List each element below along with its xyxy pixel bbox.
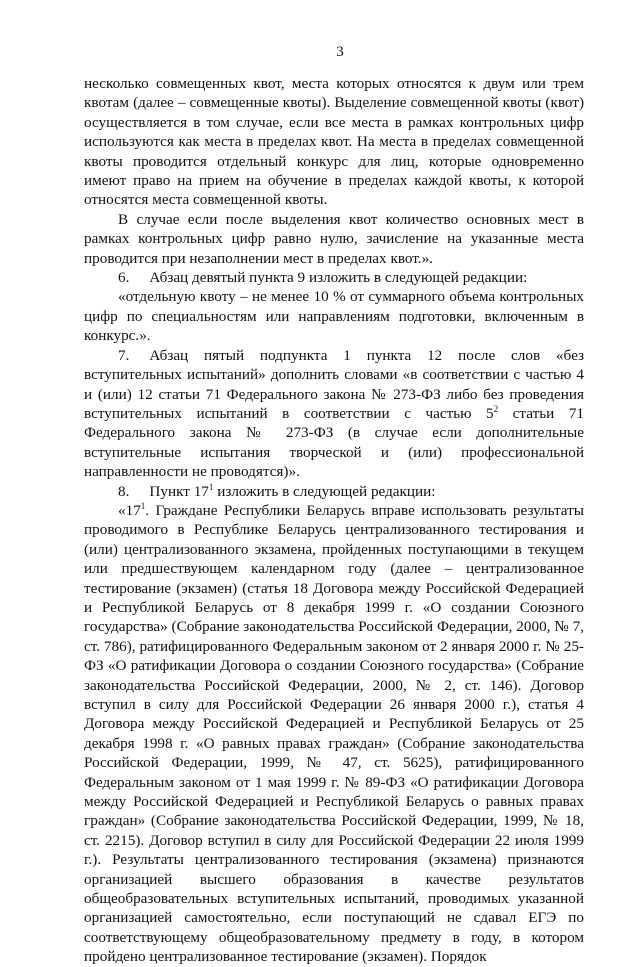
paragraph-text: . Граждане Республики Беларусь вправе использовать результаты проводимого в Республике Беларусь централизованного тестирования и (или) централизованного экзамена, пройденных поступающими в текущем или предшествующем календарном году (далее – централизованное тестирование (экзамен) (статья 18 Договора между Российской Федерацией и Республикой Беларусь от 8 декабря 1999 г. «О создании Союзного государства» (Собрание законодательства Российской Федерации, 2000, № 7, ст. 786), ратифицированного Федеральным законом от 2 января 2000 г. № 25-ФЗ «О ратификации Договора о создании Союзного государства» (Собрание законодательства Российской Федерации, 2000, № 2, ст. 146). Договор вступил в силу для Российской Федерации 26 января 2000 г.), статья 4 Договора между Российской Федерацией и Республикой Беларусь от 25 декабря 1998 г. «О равных правах граждан» (Собрание законодательства Российской Федерации, 1999, № 47, ст. 5625), ратифицированного Федеральным законом от 1 мая 1999 г. № 89-ФЗ «О ратификации Договора между Российской Федерацией и Республикой Беларусь о равных правах граждан» (Собрание законодательства Российской Федерации, 1999, № 18, ст. 2215). Договор вступил в силу для Российской Федерации 22 июля 1999 г.). Результаты централизованного тестирования (экзамена) признаются организацией высшего образования в качестве результатов общеобразовательных вступительных испытаний, проводимых указанной организацией самостоятельно, если поступающий не сдавал ЕГЭ по соответствующему общеобразовательному предмету в году, в котором пройдено централизованное тестирование (экзамен). Порядок	[84, 501, 584, 966]
item-number: 6.	[118, 269, 130, 287]
superscript: 2	[493, 403, 499, 414]
page-number: 3	[336, 44, 344, 60]
paragraph-item-8	[84, 482, 584, 501]
paragraph-item-6	[84, 268, 584, 287]
paragraph-text: «отдельную квоту – не менее 10 % от суммарного объема контрольных цифр по специальностям или направлениям подготовки, включенным в конкурс.».	[84, 288, 584, 345]
paragraph-text: Пункт 17	[149, 482, 209, 500]
superscript: 1	[208, 481, 214, 492]
paragraph-text: Абзац девятый пункта 9 изложить в следующей редакции:	[149, 269, 528, 287]
paragraph-text: В случае если после выделения квот количество основных мест в рамках контрольных цифр равно нулю, зачисление на указанные места проводится при незаполнении мест в пределах квот.».	[84, 210, 584, 267]
paragraph-zero-main-places	[84, 210, 584, 268]
item-number: 7.	[118, 346, 130, 364]
paragraph-17-1	[84, 501, 584, 967]
superscript: 1	[140, 500, 146, 511]
item-number: 8.	[118, 482, 130, 500]
paragraph-text: статьи 71 Федерального закона № 273-ФЗ (в случае если дополнительные вступительные испытания творческой и (или) профессиональной направленности не проводятся)».	[84, 404, 585, 481]
paragraph-item-7	[84, 346, 584, 482]
paragraph-text: «17	[118, 501, 141, 519]
paragraph-text: несколько совмещенных квот, места которых относятся к двум или трем квотам (далее – совмещенные квоты). Выделение совмещенной квоты (квот) осуществляется в том случае, если все места в рамках контрольных цифр используются как места в пределах квот. На места в пределах совмещенной квоты проводится отдельный конкурс для лиц, которые одновременно имеют право на прием на обучение в пределах каждой квоты, к которой относятся места совмещенной квоты.	[84, 75, 584, 209]
paragraph-text: Абзац пятый подпункта 1 пункта 12 после слов «без вступительных испытаний» дополнить словами «в соответствии с частью 4 и (или) 12 статьи 71 Федерального закона № 273-ФЗ либо без проведения вступительных испытаний в соответствии с частью 5	[84, 346, 584, 422]
paragraph-text: изложить в следующей редакции:	[213, 482, 436, 500]
paragraph-quota-continuation	[84, 74, 584, 210]
paragraph-separate-quota	[84, 287, 584, 345]
